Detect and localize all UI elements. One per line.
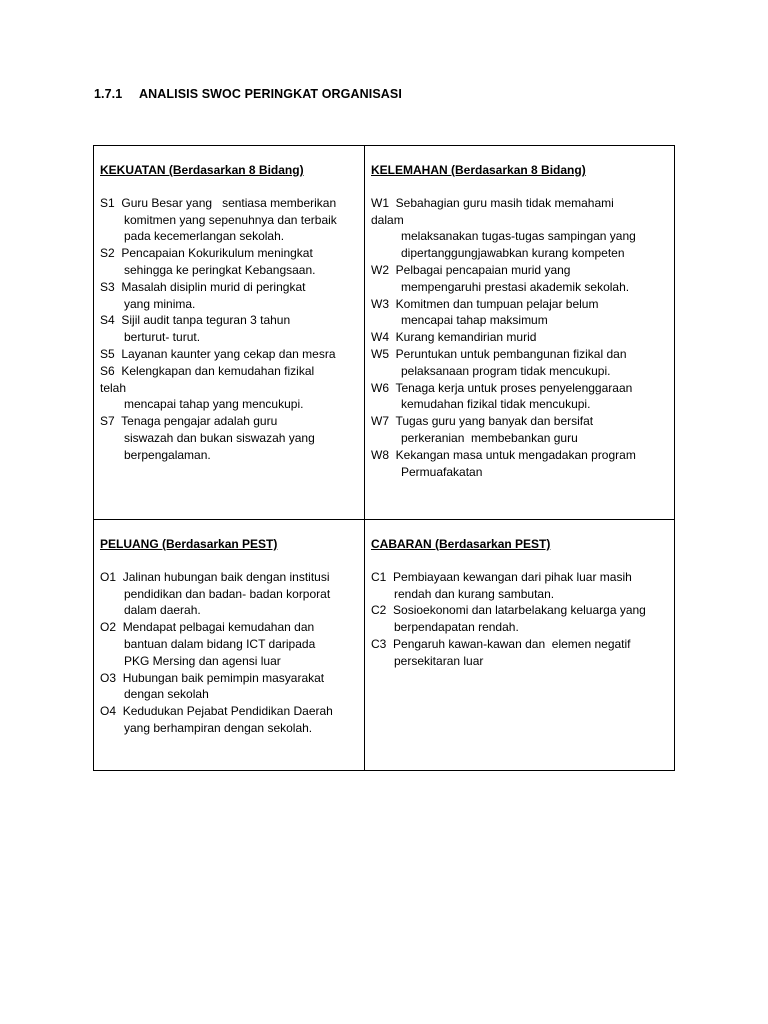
list-item (371, 636, 670, 670)
item-text: berturut- turut. (124, 330, 201, 345)
item-code: C1 (371, 569, 387, 584)
list-item (100, 195, 360, 245)
item-text: Kurang kemandirian murid (395, 330, 537, 345)
item-line (100, 720, 360, 737)
item-code: S2 (100, 246, 115, 261)
item-code: S6 (100, 363, 115, 378)
item-line (100, 312, 360, 329)
list-item (371, 262, 670, 296)
item-text: Masalah disiplin murid di peringkat (121, 279, 306, 294)
item-line (371, 380, 670, 397)
item-line (371, 413, 670, 430)
item-line (100, 245, 360, 262)
item-line (371, 430, 670, 447)
item-text: berpendapatan rendah. (394, 620, 519, 635)
item-line (100, 636, 360, 653)
item-text: pendidikan dan badan- badan korporat (124, 586, 331, 601)
item-text: rendah dan kurang sambutan. (394, 586, 555, 601)
list-item (371, 602, 670, 636)
item-line (100, 413, 360, 430)
list-item (100, 670, 360, 704)
list-item (371, 346, 670, 380)
item-text: Pelbagai pencapaian murid yang (395, 262, 571, 277)
item-line (371, 447, 670, 464)
item-text: dengan sekolah (124, 687, 209, 702)
weaknesses-title: KELEMAHAN (Berdasarkan 8 Bidang) (371, 163, 586, 177)
item-text: Tugas guru yang banyak dan bersifat (395, 414, 594, 429)
item-text: melaksanakan tugas-tugas sampingan yang (401, 229, 636, 244)
item-text: Sebahagian guru masih tidak memahami (395, 195, 614, 210)
item-text: Pengaruh kawan-kawan dan elemen negatif (393, 636, 631, 651)
item-text: yang berhampiran dengan sekolah. (124, 720, 313, 735)
challenges-list (371, 569, 670, 670)
item-text: Sosioekonomi dan latarbelakang keluarga yang (393, 603, 646, 618)
item-line (100, 195, 360, 212)
item-text: Pencapaian Kokurikulum meningkat (121, 246, 313, 261)
section-heading (94, 87, 402, 101)
item-line (100, 586, 360, 603)
item-line (100, 262, 360, 279)
item-text: PKG Mersing dan agensi luar (124, 653, 281, 668)
item-line (100, 363, 360, 380)
item-text: kemudahan fizikal tidak mencukupi. (401, 397, 591, 412)
item-text: pada kecemerlangan sekolah. (124, 229, 285, 244)
item-code: W6 (371, 380, 389, 395)
item-text: Sijil audit tanpa teguran 3 tahun (121, 313, 291, 328)
item-text: persekitaran luar (394, 653, 484, 668)
item-line (371, 279, 670, 296)
list-item (100, 279, 360, 313)
list-item (371, 329, 670, 346)
item-line (100, 212, 360, 229)
challenges-title: CABARAN (Berdasarkan PEST) (371, 537, 551, 551)
item-code: W8 (371, 447, 389, 462)
challenges-content (365, 520, 674, 670)
item-code: S1 (100, 195, 115, 210)
item-line (100, 279, 360, 296)
item-line (371, 602, 670, 619)
item-line (371, 653, 670, 670)
item-line (100, 602, 360, 619)
strengths-cell (94, 146, 365, 520)
list-item (100, 346, 360, 363)
item-line (100, 653, 360, 670)
item-line (371, 262, 670, 279)
item-text: Layanan kaunter yang cekap dan mesra (121, 346, 336, 361)
list-item (371, 569, 670, 603)
list-item (100, 703, 360, 737)
item-code: O2 (100, 620, 117, 635)
item-line (371, 396, 670, 413)
item-line (371, 586, 670, 603)
item-line (371, 245, 670, 262)
item-line (371, 346, 670, 363)
section-title: ANALISIS SWOC PERINGKAT ORGANISASI (139, 87, 402, 101)
list-item (100, 413, 360, 463)
list-item (371, 296, 670, 330)
strengths-content (94, 146, 364, 464)
item-text: Peruntukan untuk pembangunan fizikal dan (395, 346, 627, 361)
item-code: C3 (371, 636, 387, 651)
item-text: mencapai tahap maksimum (401, 313, 548, 328)
list-item (100, 245, 360, 279)
item-code: S3 (100, 279, 115, 294)
item-line (100, 430, 360, 447)
list-item (100, 363, 360, 413)
item-line (371, 569, 670, 586)
strengths-list (100, 195, 360, 464)
item-text: Jalinan hubungan baik dengan institusi (122, 569, 330, 584)
item-text: dalam (371, 212, 404, 227)
item-line (100, 670, 360, 687)
item-text: yang minima. (124, 296, 196, 311)
item-code: S5 (100, 346, 115, 361)
opportunities-cell (94, 520, 365, 771)
item-line (371, 212, 670, 229)
item-code: W3 (371, 296, 389, 311)
item-code: C2 (371, 603, 387, 618)
item-text: dipertanggungjawabkan kurang kompeten (401, 246, 625, 261)
item-line (100, 296, 360, 313)
item-code: S7 (100, 414, 115, 429)
list-item (371, 413, 670, 447)
item-text: Pembiayaan kewangan dari pihak luar masih (393, 569, 632, 584)
item-code: S4 (100, 313, 115, 328)
item-text: pelaksanaan program tidak mencukupi. (401, 363, 611, 378)
item-text: berpengalaman. (124, 447, 211, 462)
item-text: komitmen yang sepenuhnya dan terbaik (124, 212, 337, 227)
item-text: mempengaruhi prestasi akademik sekolah. (401, 279, 630, 294)
weaknesses-cell (365, 146, 675, 520)
item-line (371, 195, 670, 212)
item-text: Mendapat pelbagai kemudahan dan (122, 620, 315, 635)
item-text: Hubungan baik pemimpin masyarakat (122, 670, 325, 685)
item-text: perkeranian membebankan guru (401, 430, 578, 445)
item-text: Kekangan masa untuk mengadakan program (395, 447, 636, 462)
list-item (371, 380, 670, 414)
item-text: siswazah dan bukan siswazah yang (124, 430, 315, 445)
list-item (100, 569, 360, 619)
item-text: Kedudukan Pejabat Pendidikan Daerah (122, 704, 333, 719)
weaknesses-list (371, 195, 670, 481)
section-number: 1.7.1 (94, 87, 123, 101)
strengths-title: KEKUATAN (Berdasarkan 8 Bidang) (100, 163, 304, 177)
item-line (371, 329, 670, 346)
item-code: O1 (100, 569, 117, 584)
item-line (371, 636, 670, 653)
item-text: sehingga ke peringkat Kebangsaan. (124, 262, 316, 277)
list-item (371, 447, 670, 481)
item-line (371, 228, 670, 245)
item-line (371, 312, 670, 329)
item-text: dalam daerah. (124, 603, 201, 618)
item-code: O3 (100, 670, 117, 685)
item-code: W1 (371, 195, 389, 210)
weaknesses-content (365, 146, 674, 480)
item-code: W5 (371, 346, 389, 361)
opportunities-title: PELUANG (Berdasarkan PEST) (100, 537, 278, 551)
item-text: mencapai tahap yang mencukupi. (124, 397, 304, 412)
item-code: W2 (371, 262, 389, 277)
item-line (371, 363, 670, 380)
item-line (100, 447, 360, 464)
swoc-table (93, 145, 675, 771)
item-text: telah (100, 380, 127, 395)
item-line (371, 296, 670, 313)
item-line (100, 396, 360, 413)
list-item (100, 619, 360, 669)
item-line (100, 329, 360, 346)
item-text: Kelengkapan dan kemudahan fizikal (121, 363, 315, 378)
item-text: Guru Besar yang sentiasa memberikan (121, 195, 337, 210)
item-text: Komitmen dan tumpuan pelajar belum (395, 296, 599, 311)
challenges-cell (365, 520, 675, 771)
item-code: O4 (100, 704, 117, 719)
opportunities-list (100, 569, 360, 737)
item-line (371, 619, 670, 636)
list-item (100, 312, 360, 346)
item-text: Permuafakatan (401, 464, 483, 479)
item-line (100, 703, 360, 720)
item-line (100, 619, 360, 636)
item-line (100, 228, 360, 245)
item-code: W7 (371, 414, 389, 429)
opportunities-content (94, 520, 364, 737)
item-line (100, 686, 360, 703)
item-text: bantuan dalam bidang ICT daripada (124, 636, 316, 651)
item-line (371, 464, 670, 481)
item-text: Tenaga pengajar adalah guru (121, 414, 278, 429)
item-line (100, 569, 360, 586)
item-line (100, 346, 360, 363)
list-item (371, 195, 670, 262)
item-code: W4 (371, 330, 389, 345)
item-line (100, 380, 360, 397)
item-text: Tenaga kerja untuk proses penyelenggaraan (395, 380, 633, 395)
